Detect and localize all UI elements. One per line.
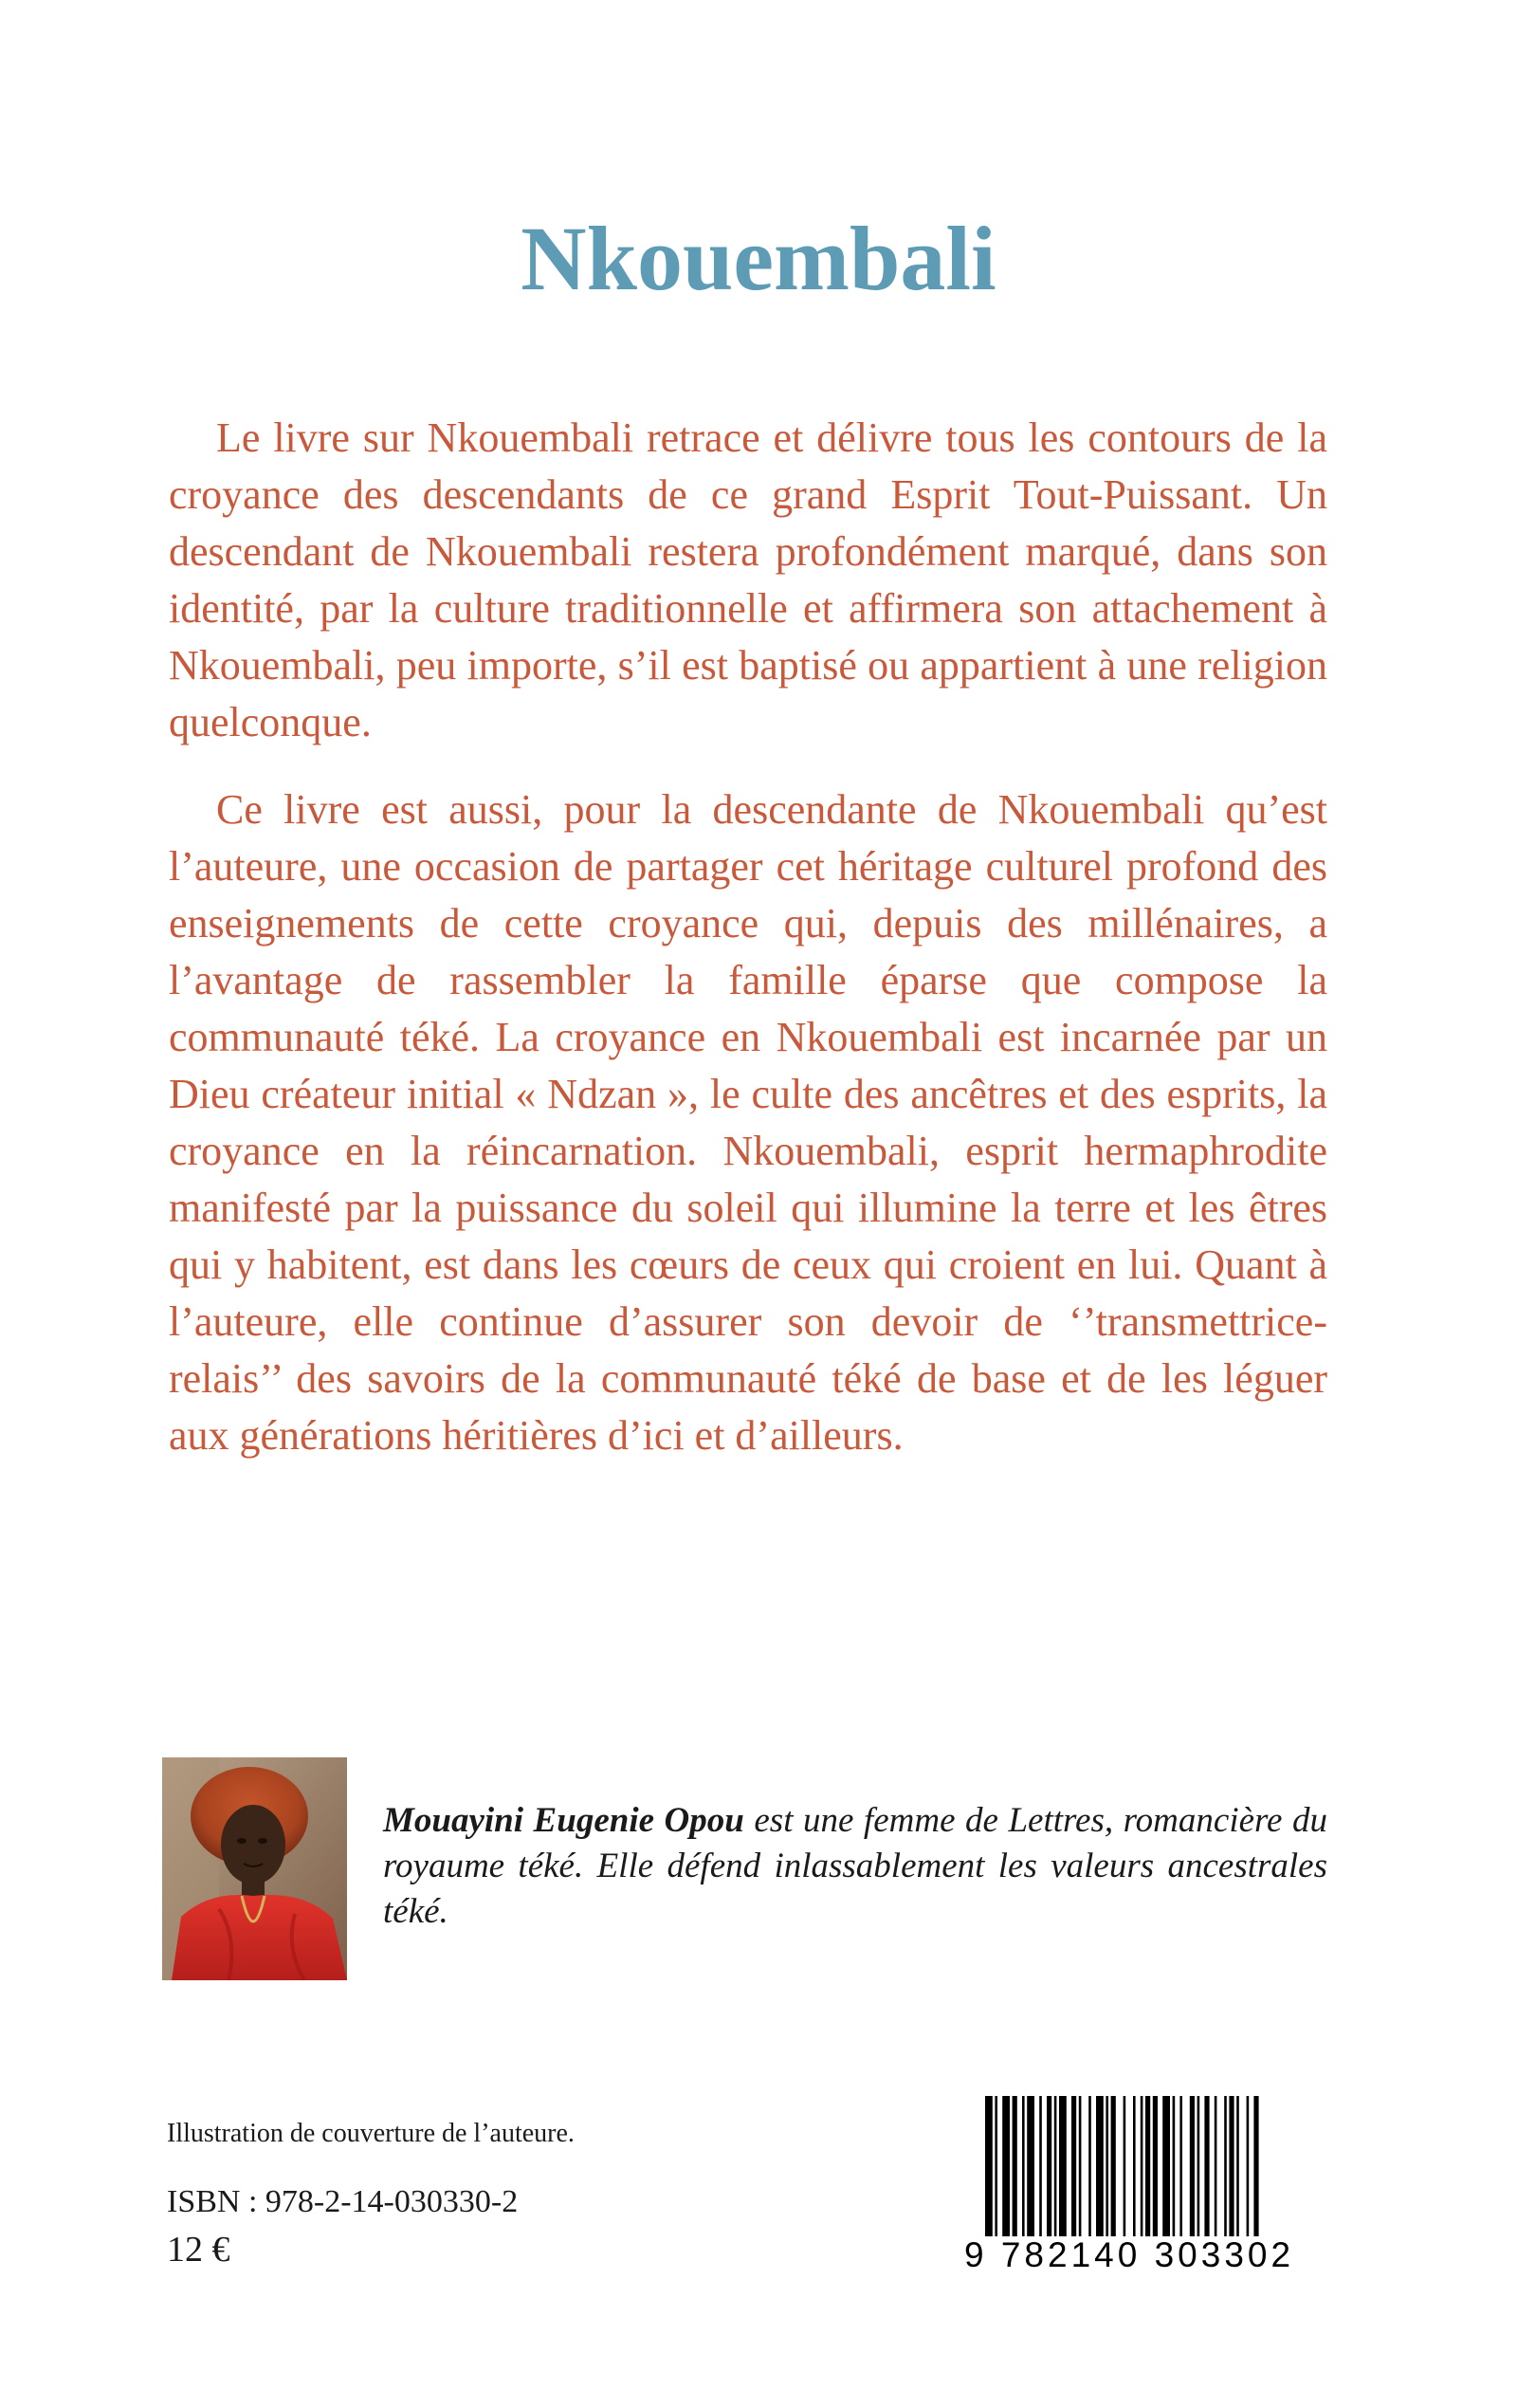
barcode-bar [1253, 2096, 1258, 2236]
blurb-paragraph-2: Ce livre est aussi, pour la descendante de Nkouembali qu’est l’auteure, une occasion de partager cet héritage culturel profond des enseignements de cette croyance qui, depuis des millénaires, a l’avantage de rassembler la famille éparse que compose la communauté téké. La croyance en Nkouembali est incarnée par un Dieu créateur initial « Ndzan », le culte des ancêtres et des esprits, la croyance en la réincarnation. Nkouembali, esprit hermaphrodite manifesté par la puissance du soleil qui illumine la terre et les êtres qui y habitent, est dans les cœurs de ceux qui croient en lui. Quant à l’auteure, elle continue d’assurer son devoir de ‘’transmettrice-relais’’ des savoirs de la communauté téké de base et de les léguer aux générations héritières d’ici et d’ailleurs. [169, 786, 1327, 1459]
barcode-bar [1047, 2096, 1051, 2236]
barcode-bar [1022, 2096, 1025, 2236]
author-bio [383, 1798, 1327, 1935]
cover-credit: Illustration de couverture de l’auteure. [167, 2119, 575, 2148]
barcode-bar [1215, 2096, 1217, 2236]
barcode-bar [1141, 2096, 1143, 2236]
barcode-bar [1236, 2096, 1239, 2236]
barcode-bar [1173, 2096, 1176, 2236]
barcode-bar [1133, 2096, 1136, 2236]
author-bio-text: est une femme de Lettres, romancière du royaume téké. Elle défend inlassablement les valeurs ancestrales téké. [383, 1801, 1327, 1931]
blurb-paragraph-1: Le livre sur Nkouembali retrace et délivre tous les contours de la croyance des descendants de ce grand Esprit Tout-Puissant. Un descendant de Nkouembali restera profondément marqué, dans son identité, par la culture traditionnelle et affirmera son attachement à Nkouembali, peu importe, s’il est baptisé ou appartient à une religion quelconque. [169, 414, 1327, 745]
barcode-bar [1229, 2096, 1234, 2236]
author-photo [162, 1757, 347, 1980]
book-title: Nkouembali [521, 208, 996, 309]
barcode-bar [1224, 2096, 1227, 2236]
barcode-bar [1179, 2096, 1182, 2236]
barcode-bar [1013, 2096, 1017, 2236]
barcode-bar [1111, 2096, 1116, 2236]
barcode-bar [1079, 2096, 1082, 2236]
barcode-bar [1145, 2096, 1150, 2236]
barcode-bar [1204, 2096, 1209, 2236]
barcode-bar [1096, 2096, 1104, 2236]
barcode [964, 2096, 1329, 2276]
barcode-bar [1106, 2096, 1108, 2236]
barcode-bar [995, 2096, 997, 2236]
barcode-bar [1071, 2096, 1076, 2236]
barcode-bar [1039, 2096, 1042, 2236]
barcode-bars [964, 2096, 1329, 2238]
barcode-bar [1153, 2096, 1158, 2236]
barcode-bar [1002, 2096, 1010, 2236]
book-blurb [169, 410, 1327, 1495]
isbn: ISBN : 978-2-14-030330-2 [167, 2184, 519, 2219]
barcode-bar [1027, 2096, 1034, 2236]
barcode-bar [985, 2096, 993, 2236]
barcode-bar [1088, 2096, 1091, 2236]
author-name: Mouayini Eugenie Opou [383, 1801, 744, 1840]
barcode-bar [1162, 2096, 1170, 2236]
price: 12 € [167, 2230, 230, 2270]
barcode-bar [1247, 2096, 1250, 2236]
barcode-bar [1054, 2096, 1057, 2236]
barcode-bar [1190, 2096, 1195, 2236]
barcode-number: 9 782140 303302 [964, 2235, 1295, 2274]
barcode-bar [1197, 2096, 1200, 2236]
barcode-bar [1124, 2096, 1126, 2236]
barcode-bar [1059, 2096, 1067, 2236]
